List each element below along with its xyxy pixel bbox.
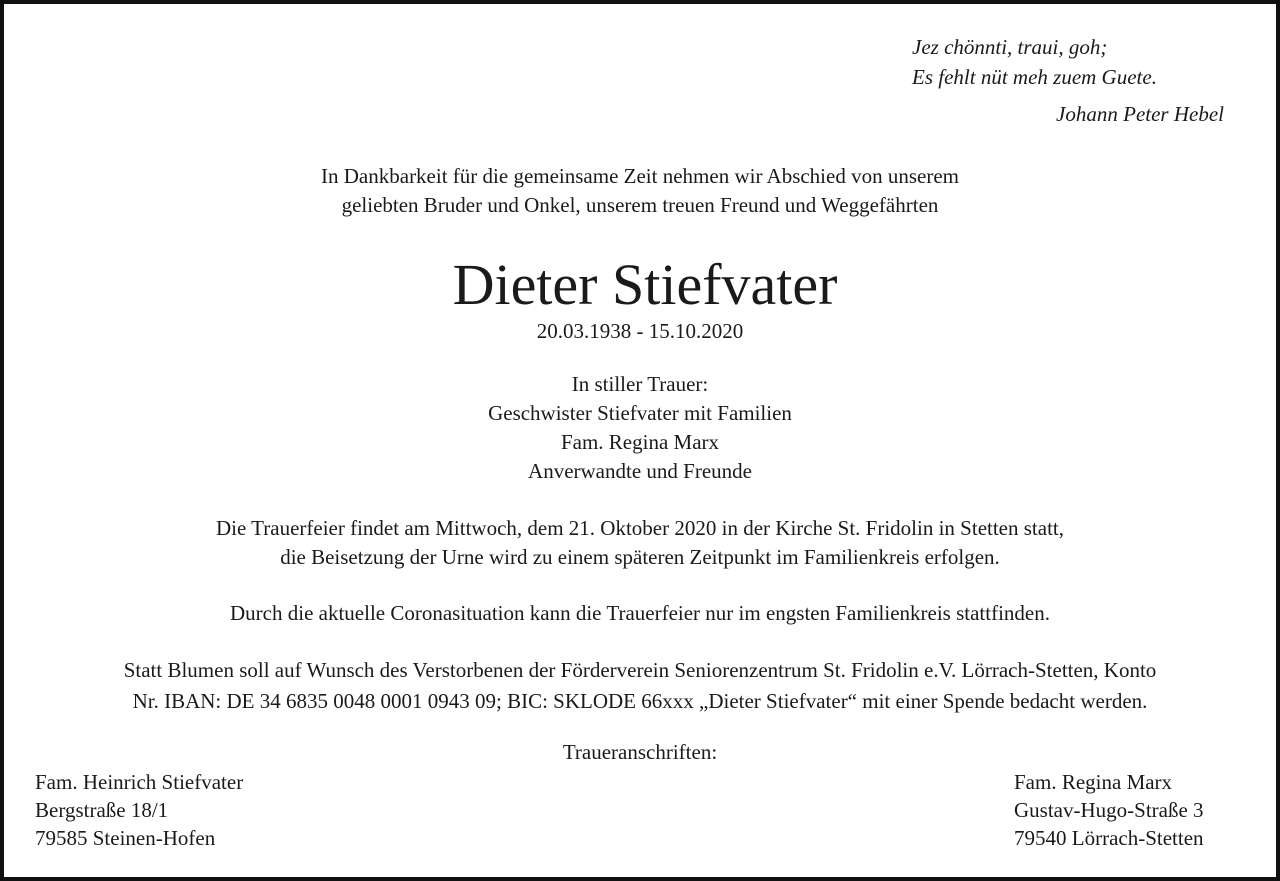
address-city: 79585 Steinen-Hofen: [35, 826, 216, 850]
address-right: [1014, 768, 1204, 852]
intro-line: geliebten Bruder und Onkel, unserem treuen Freund und Weggefährten: [341, 193, 939, 217]
address-street: Gustav-Hugo-Straße 3: [1014, 798, 1204, 822]
donation-text: Nr. IBAN: DE 34 6835 0048 0001 0943 09; BIC: SKLODE 66xxx „Dieter Stiefvater“ mit einer Spende bedacht werden.: [132, 689, 1148, 713]
ceremony-text: Die Trauerfeier findet am Mittwoch, dem 21. Oktober 2020 in der Kirche St. Fridolin in Stetten statt,: [215, 516, 1065, 540]
mourners-heading: In stiller Trauer:: [571, 372, 709, 396]
mourner-line: Fam. Regina Marx: [560, 430, 720, 454]
ceremony-text: die Beisetzung der Urne wird zu einem späteren Zeitpunkt im Familienkreis erfolgen.: [280, 545, 1000, 569]
donation-text: Statt Blumen soll auf Wunsch des Verstorbenen der Förderverein Seniorenzentrum St. Fridolin e.V. Lörrach-Stetten, Konto: [123, 658, 1157, 682]
address-name: Fam. Regina Marx: [1014, 770, 1173, 794]
life-dates: 20.03.1938 - 15.10.2020: [536, 319, 744, 343]
address-left: [35, 768, 243, 852]
address-name: Fam. Heinrich Stiefvater: [35, 770, 244, 794]
intro-line: In Dankbarkeit für die gemeinsame Zeit nehmen wir Abschied von unserem: [321, 164, 959, 188]
address-street: Bergstraße 18/1: [35, 798, 169, 822]
quote-line: Jez chönnti, traui, goh;: [912, 35, 1108, 59]
poem-quote: [912, 32, 1242, 92]
quote-author: Johann Peter Hebel: [1056, 102, 1224, 126]
mourner-line: Geschwister Stiefvater mit Familien: [488, 401, 792, 425]
addresses-heading: Traueranschriften:: [562, 740, 718, 764]
deceased-name: Dieter Stiefvater: [452, 252, 838, 317]
corona-note: Durch die aktuelle Coronasituation kann die Trauerfeier nur im engsten Familienkreis stattfinden.: [230, 601, 1050, 625]
quote-line: Es fehlt nüt meh zuem Guete.: [912, 65, 1157, 89]
mourner-line: Anverwandte und Freunde: [528, 459, 752, 483]
address-city: 79540 Lörrach-Stetten: [1014, 826, 1204, 850]
